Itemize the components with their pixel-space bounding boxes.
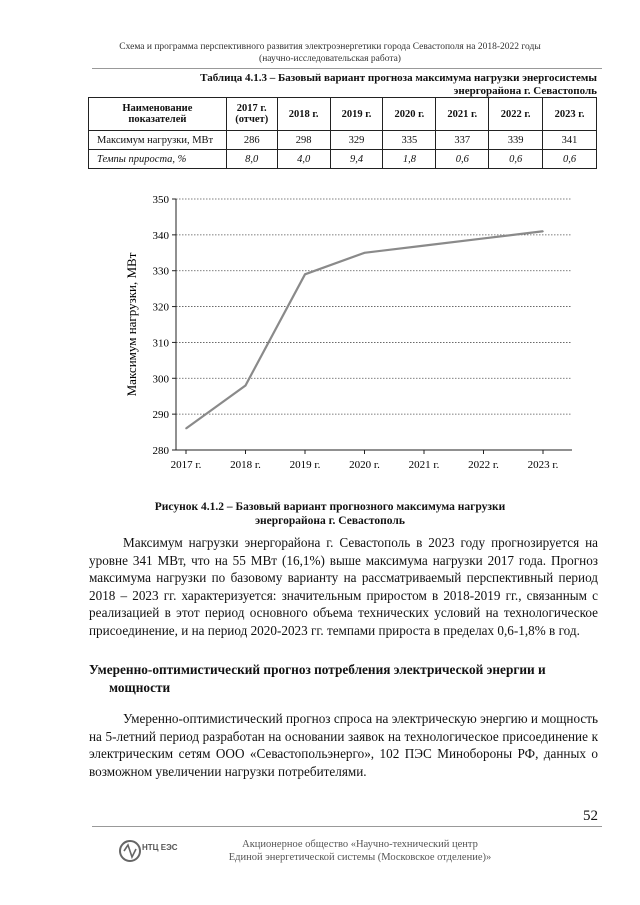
table-cell: 8,0 bbox=[226, 150, 277, 169]
row-label: Максимум нагрузки, МВт bbox=[89, 131, 227, 150]
chart-y-axis-label: Максимум нагрузки, МВт bbox=[124, 252, 139, 397]
data-point bbox=[483, 238, 485, 240]
table-caption-line-1: Таблица 4.1.3 – Базовый вариант прогноза максимума нагрузки энергосистемы bbox=[200, 72, 597, 84]
paragraph-1: Максимум нагрузки энергорайона г. Севастополь в 2023 году прогнозируется на уровне 341 МВт, что на 55 МВт (16,1%) выше максимума нагрузки 2017 года. Прогноз максимума нагрузки по базовому варианту на рассматриваемый перспективный период 2018 – 2023 гг. характеризуется: значительным приростом в 2018-2019 гг., связанным с реализацией в этот период основного объема технических условий на технологическое присоединение, и на период 2020-2023 гг. темпами прироста в пределах 0,6-1,8% в год. bbox=[89, 535, 598, 638]
column-header-year: 2022 г. bbox=[489, 98, 543, 131]
table-cell: 4,0 bbox=[277, 150, 330, 169]
x-tick-label: 2020 г. bbox=[349, 459, 380, 471]
logo-pulse bbox=[124, 845, 136, 857]
header-divider bbox=[92, 68, 602, 69]
column-header-indicator bbox=[89, 98, 227, 131]
table-cell: 1,8 bbox=[383, 150, 436, 169]
table-cell: 0,6 bbox=[436, 150, 489, 169]
y-tick-label: 320 bbox=[152, 301, 169, 314]
table-cell: 341 bbox=[543, 131, 597, 150]
table-cell: 335 bbox=[383, 131, 436, 150]
y-tick-label: 290 bbox=[152, 409, 169, 422]
chart-y-ticks bbox=[153, 194, 177, 457]
table-cell: 286 bbox=[226, 131, 277, 150]
header-year-2017-note: (отчет) bbox=[235, 114, 269, 125]
column-header-2017 bbox=[226, 98, 277, 131]
footer-divider bbox=[92, 826, 602, 827]
table-caption bbox=[120, 72, 597, 98]
x-tick-label: 2017 г. bbox=[170, 459, 202, 471]
header-label-line-2: показателей bbox=[128, 114, 187, 125]
data-point bbox=[185, 428, 187, 430]
footer bbox=[150, 838, 570, 864]
column-header-year: 2019 г. bbox=[330, 98, 383, 131]
data-point bbox=[423, 245, 425, 247]
table-cell: 9,4 bbox=[330, 150, 383, 169]
x-tick-label: 2018 г. bbox=[230, 459, 261, 471]
column-header-year: 2021 г. bbox=[436, 98, 489, 131]
table-row bbox=[89, 150, 597, 169]
figure-caption-line-1: Рисунок 4.1.2 – Базовый вариант прогнозного максимума нагрузки bbox=[154, 501, 506, 513]
header-label-line-1: Наименование bbox=[122, 103, 193, 114]
column-header-year: 2018 г. bbox=[277, 98, 330, 131]
data-point bbox=[364, 252, 366, 254]
logo-text: НТЦ ЕЭС bbox=[142, 843, 178, 852]
footer-line-2: Единой энергетической системы (Московское отделение)» bbox=[228, 852, 492, 863]
load-forecast-chart bbox=[120, 188, 590, 478]
running-header bbox=[60, 41, 600, 65]
chart-series bbox=[185, 230, 544, 429]
table-cell: 0,6 bbox=[489, 150, 543, 169]
paragraph-2: Умеренно-оптимистический прогноз спроса на электрическую энергию и мощность на 5-летний период разработан на основании заявок на технологическое присоединение к электрическим сетям ООО «Севастопольэнерго», 102 ПЭС Минобороны РФ, данных о возможном увеличении нагрузки потребителями. bbox=[89, 711, 598, 779]
y-tick-label: 310 bbox=[152, 337, 169, 350]
table-cell: 339 bbox=[489, 131, 543, 150]
column-header-year: 2023 г. bbox=[543, 98, 597, 131]
chart-gridlines bbox=[176, 199, 572, 414]
header-line-2: (научно-исследовательская работа) bbox=[259, 54, 401, 64]
table-header-row bbox=[89, 98, 597, 131]
section-title-line-2: мощности bbox=[109, 679, 171, 695]
header-year-2017: 2017 г. bbox=[236, 103, 267, 114]
table-cell: 337 bbox=[436, 131, 489, 150]
table-row bbox=[89, 131, 597, 150]
x-tick-label: 2021 г. bbox=[408, 459, 440, 471]
y-tick-label: 340 bbox=[152, 229, 169, 242]
table-caption-line-2: энергорайона г. Севастополь bbox=[453, 85, 597, 97]
forecast-table bbox=[88, 97, 597, 169]
data-point bbox=[245, 385, 247, 387]
page-number: 52 bbox=[583, 808, 598, 824]
y-tick-label: 350 bbox=[152, 194, 169, 206]
series-line bbox=[186, 231, 543, 428]
table-cell: 329 bbox=[330, 131, 383, 150]
figure-caption-line-2: энергорайона г. Севастополь bbox=[255, 515, 405, 527]
chart-x-ticks bbox=[171, 450, 559, 471]
table-cell: 0,6 bbox=[543, 150, 597, 169]
data-point bbox=[542, 230, 544, 232]
y-tick-label: 280 bbox=[152, 445, 169, 457]
figure-caption bbox=[120, 500, 540, 528]
x-tick-label: 2022 г. bbox=[468, 459, 499, 471]
header-line-1: Схема и программа перспективного развития электроэнергетики города Севастополя на 2018-2022 годы bbox=[119, 42, 541, 52]
footer-line-1: Акционерное общество «Научно-технический центр bbox=[242, 839, 478, 850]
y-tick-label: 300 bbox=[152, 373, 169, 386]
y-tick-label: 330 bbox=[152, 265, 169, 278]
x-tick-label: 2023 г. bbox=[527, 459, 559, 471]
column-header-year: 2020 г. bbox=[383, 98, 436, 131]
section-title-line-1: Умеренно-оптимистический прогноз потребления электрической энергии и bbox=[89, 662, 546, 677]
table-cell: 298 bbox=[277, 131, 330, 150]
section-title bbox=[89, 661, 598, 696]
row-label: Темпы прироста, % bbox=[89, 150, 227, 169]
x-tick-label: 2019 г. bbox=[289, 459, 321, 471]
data-point bbox=[304, 274, 306, 276]
